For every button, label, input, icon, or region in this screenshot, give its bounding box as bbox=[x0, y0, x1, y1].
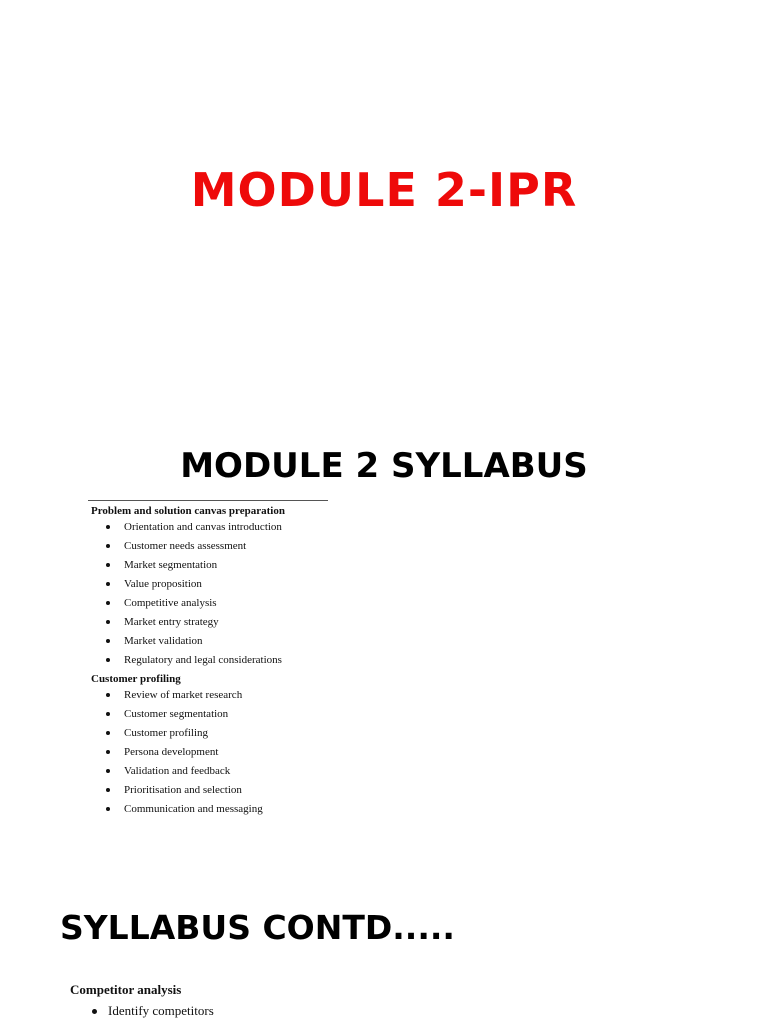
section-list-problem-solution bbox=[88, 518, 333, 670]
list-item: Orientation and canvas introduction bbox=[102, 518, 333, 537]
syllabus-heading: MODULE 2 SYLLABUS bbox=[180, 446, 588, 486]
list-item: Market validation bbox=[102, 632, 333, 651]
section-heading-customer-profiling: Customer profiling bbox=[91, 673, 181, 685]
list-item: Prioritisation and selection bbox=[102, 781, 333, 800]
section-heading-competitor-analysis: Competitor analysis bbox=[70, 982, 182, 997]
syllabus-contd-image bbox=[70, 982, 330, 1024]
list-item: Competitive analysis bbox=[102, 594, 333, 613]
list-item: Identify competitors bbox=[92, 998, 330, 1024]
list-item: Review of market research bbox=[102, 686, 333, 705]
section-list-customer-profiling bbox=[88, 686, 333, 819]
list-item: Market segmentation bbox=[102, 556, 333, 575]
list-item: Customer segmentation bbox=[102, 705, 333, 724]
list-item: Customer needs assessment bbox=[102, 537, 333, 556]
list-item: Regulatory and legal considerations bbox=[102, 651, 333, 670]
list-item: Market entry strategy bbox=[102, 613, 333, 632]
list-item: Persona development bbox=[102, 743, 333, 762]
list-item: Validation and feedback bbox=[102, 762, 333, 781]
list-item: Communication and messaging bbox=[102, 800, 333, 819]
syllabus-contd-heading: SYLLABUS CONTD..... bbox=[60, 908, 455, 947]
divider bbox=[88, 500, 328, 501]
list-item: Customer profiling bbox=[102, 724, 333, 743]
section-list-competitor-analysis bbox=[70, 998, 330, 1024]
list-item: Value proposition bbox=[102, 575, 333, 594]
section-heading-problem-solution: Problem and solution canvas preparation bbox=[91, 505, 285, 517]
syllabus-image bbox=[88, 492, 333, 819]
page-title: MODULE 2-IPR bbox=[190, 163, 578, 217]
